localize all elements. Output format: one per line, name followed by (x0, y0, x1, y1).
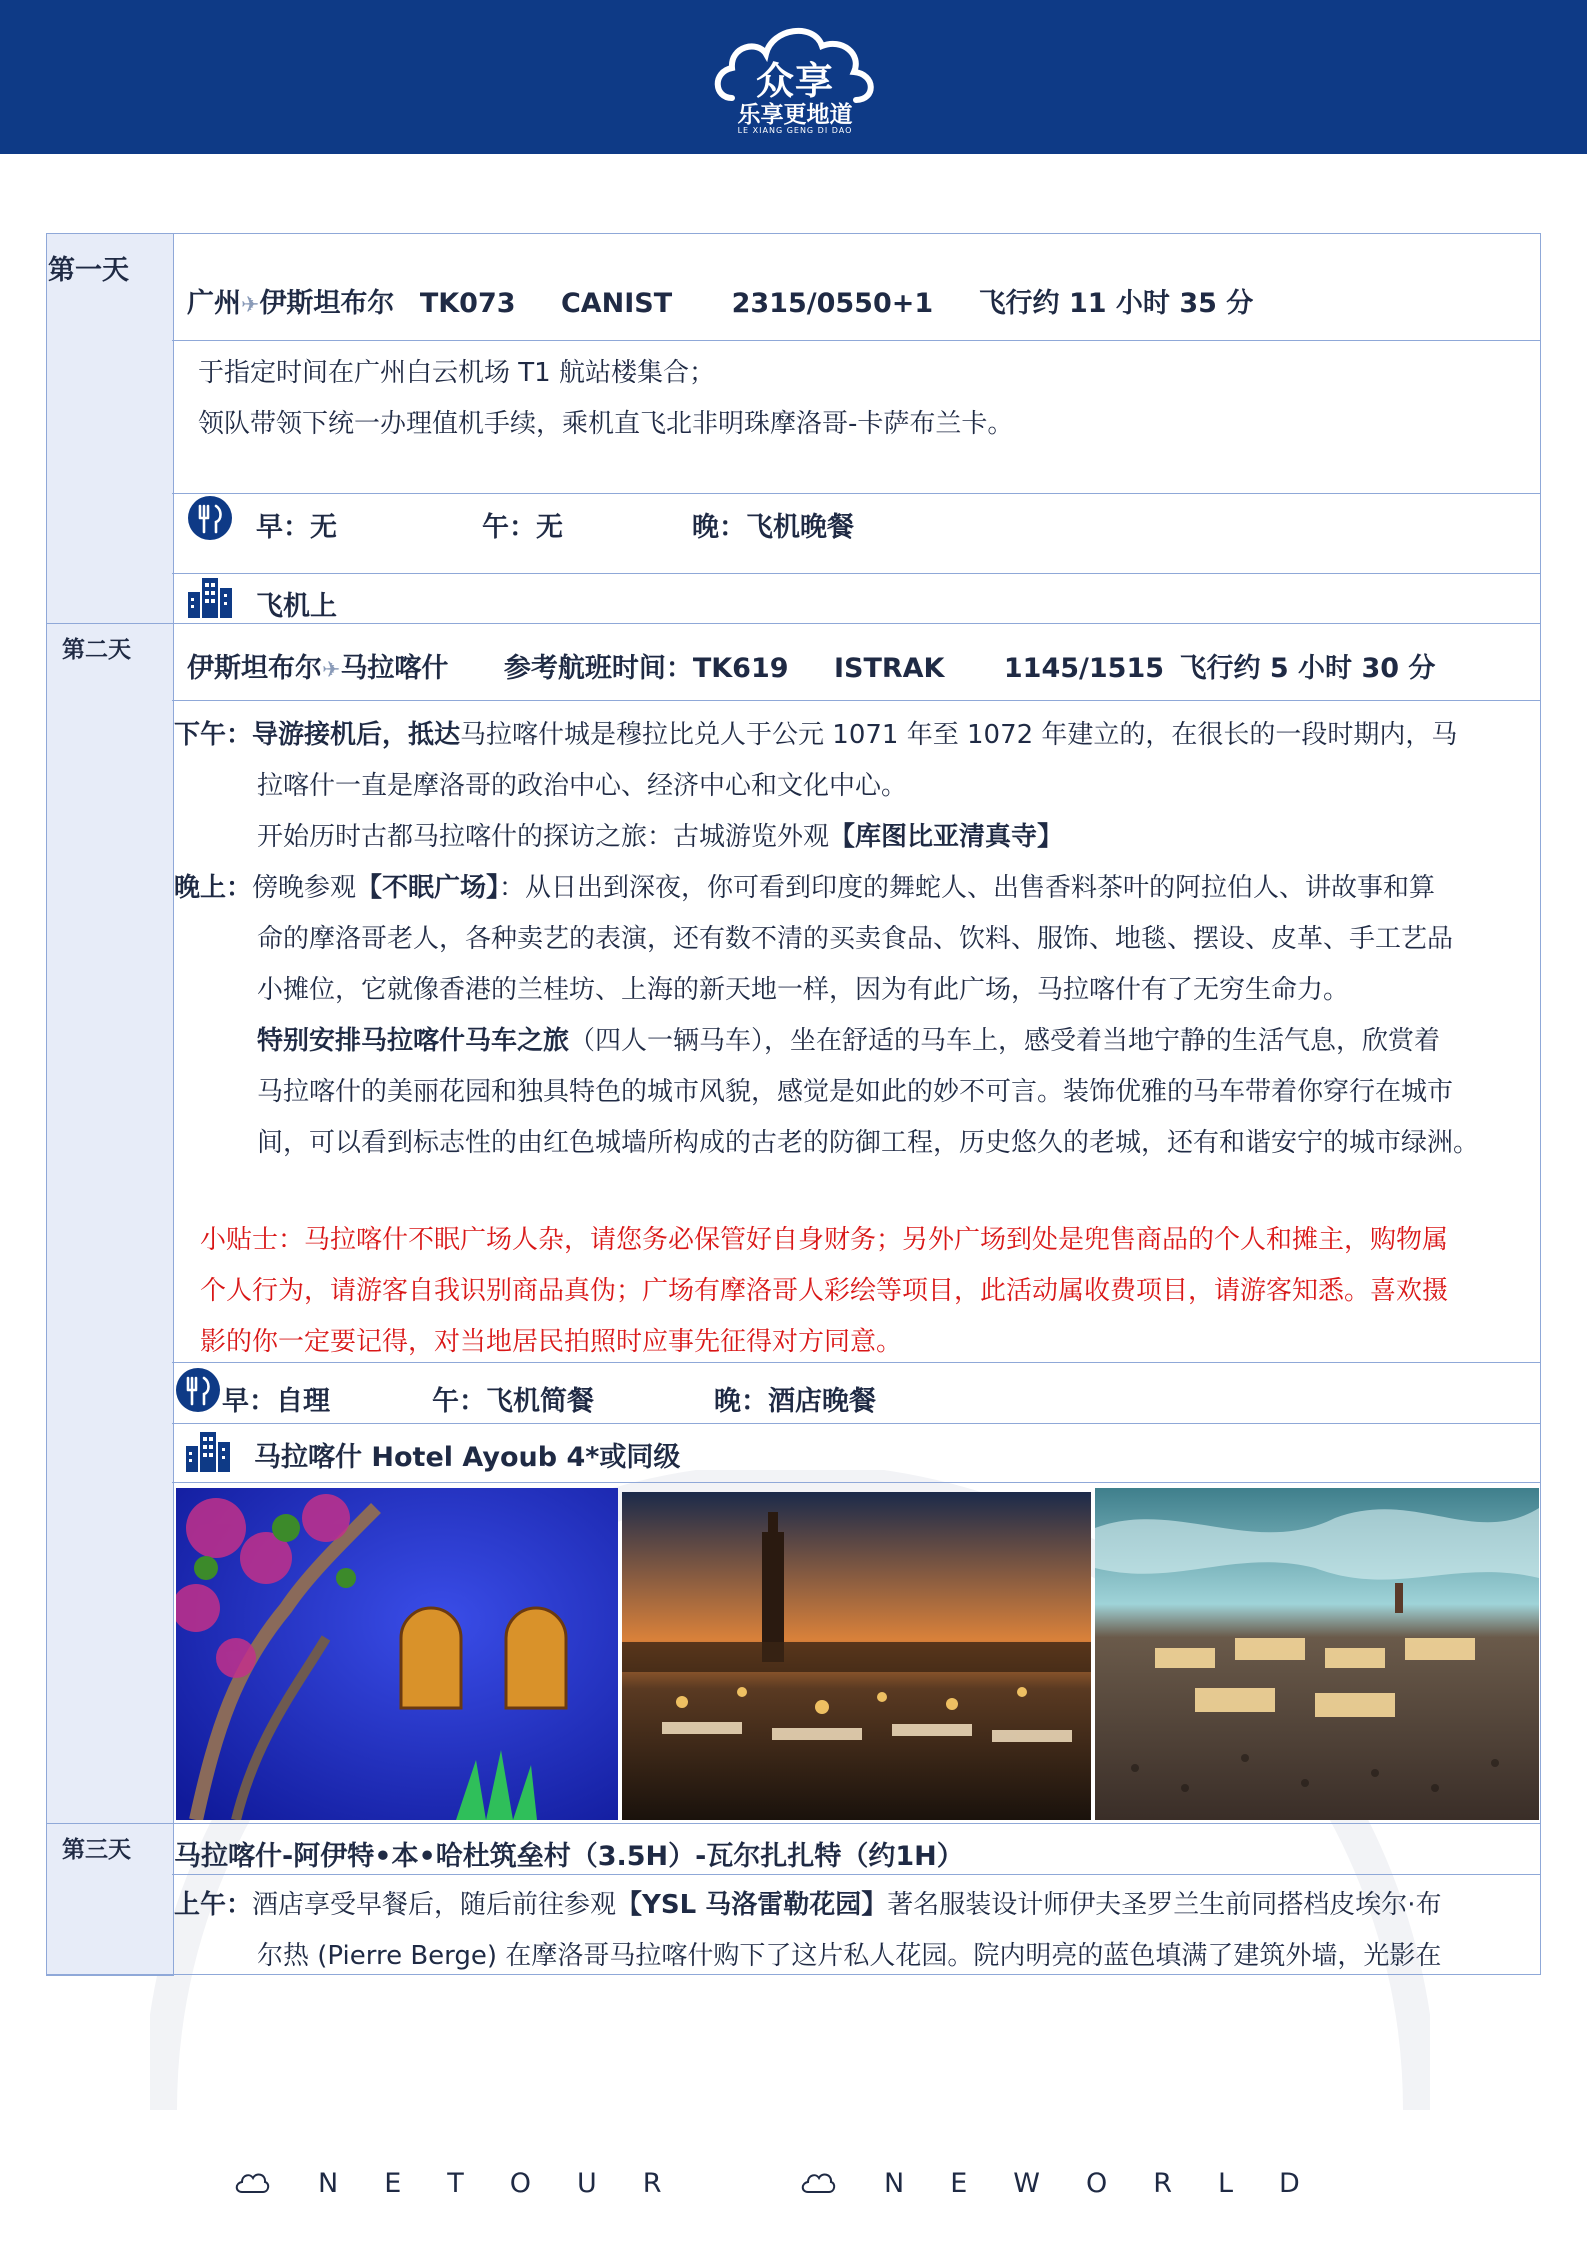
day-2-cell (46, 623, 174, 1825)
evening-line-1: 晚上：傍晚参观【不眠广场】：从日出到深夜，你可看到印度的舞蛇人、出售香料茶叶的阿拉伯人、讲故事和算 (174, 873, 1436, 903)
evening-line-4: 特别安排马拉喀什马车之旅（四人一辆马车），坐在舒适的马车上，感受着当地宁静的生活气息，欣赏着 (257, 1026, 1441, 1056)
day-2-lunch: 午：飞机简餐 (432, 1386, 594, 1417)
day-3-label: 第三天 (62, 1837, 131, 1863)
kutubiyya-mosque: 【库图比亚清真寺】 (829, 822, 1064, 852)
route-to: 马拉喀什 (340, 653, 449, 684)
route-from: 广州 (187, 288, 241, 319)
day-1-breakfast: 早：无 (256, 512, 337, 543)
row-divider (172, 1874, 1541, 1875)
flight-code: CANIST (560, 288, 673, 319)
row-divider (172, 623, 1541, 624)
table-right-border (1540, 233, 1541, 1974)
evening-line-6: 间，可以看到标志性的由红色城墙所构成的古老的防御工程，历史悠久的老城，还有和谐安宁的城市绿洲。 (257, 1128, 1480, 1158)
afternoon-line-1: 下午：导游接机后，抵达马拉喀什城是穆拉比兑人于公元 1071 年至 1072 年建立的，在很长的一段时期内，马 (174, 720, 1458, 750)
day-1-hotel: 飞机上 (256, 591, 337, 622)
day-1-cell (46, 233, 174, 625)
row-divider (172, 1482, 1541, 1483)
morning-tag: 上午： (174, 1890, 253, 1920)
page-header (0, 0, 1587, 154)
tip-line-1: 小贴士：马拉喀什不眠广场人杂，请您务必保管好自身财务；另外广场到处是兜售商品的个人和摊主，购物属 (200, 1225, 1449, 1255)
flight-ref-label: 参考航班时间： (503, 653, 693, 684)
hotel-icon (184, 1428, 232, 1474)
carriage-tour: 特别安排马拉喀什马车之旅 (257, 1026, 570, 1056)
morning-line-1: 上午：酒店享受早餐后，随后前往参观【YSL 马洛雷勒花园】著名服装设计师伊夫圣罗兰生前同搭档皮埃尔·布 (174, 1890, 1442, 1920)
tip-line-3: 影的你一定要记得，对当地居民拍照时应事先征得对方同意。 (200, 1327, 903, 1357)
day-2-flight (187, 646, 1435, 685)
koutoubia-night-photo (622, 1492, 1091, 1820)
afternoon-tag: 下午： (174, 720, 253, 750)
footer-left-text: NETOUR (318, 2168, 708, 2199)
row-divider (172, 1423, 1541, 1424)
flight-code: ISTRAK (833, 653, 945, 684)
day-1-flight (187, 281, 1253, 320)
hotel-icon (186, 574, 234, 620)
day-1-label: 第一天 (48, 255, 129, 286)
evening-line-3: 小摊位，它就像香港的兰桂坊、上海的新天地一样，因为有此广场，马拉喀什有了无穷生命力。 (257, 975, 1350, 1005)
flight-duration: 飞行约 5 小时 30 分 (1179, 653, 1436, 684)
morning-line-2: 尔热 (Pierre Berge) 在摩洛哥马拉喀什购下了这片私人花园。院内明亮的蓝色填满了建筑外墙，光影在 (257, 1941, 1442, 1971)
flight-time: 1145/1515 (1003, 653, 1165, 684)
plane-icon: ✈ (241, 293, 260, 318)
flight-number: TK619 (692, 653, 789, 684)
route-to: 伊斯坦布尔 (259, 288, 395, 319)
meal-icon (174, 1366, 222, 1414)
brand-slogan-pinyin: LE XIANG GENG DI DAO (737, 126, 853, 135)
cloud-icon (234, 2170, 270, 2196)
row-divider (172, 1823, 1541, 1824)
plane-icon: ✈ (322, 658, 341, 683)
jemaa-el-fna-square-photo (1095, 1488, 1539, 1820)
meal-icon (186, 494, 234, 542)
day-2-dinner: 晚：酒店晚餐 (714, 1386, 876, 1417)
ysl-garden: 【YSL 马洛雷勒花园】 (616, 1890, 888, 1920)
flight-time: 2315/0550+1 (731, 288, 934, 319)
evening-line-5: 马拉喀什的美丽花园和独具特色的城市风貌，感觉是如此的妙不可言。装饰优雅的马车带着你穿行在城市 (257, 1077, 1454, 1107)
row-divider (172, 340, 1541, 341)
day-2-breakfast: 早：自理 (222, 1386, 330, 1417)
brand-slogan: 乐享更地道 (737, 102, 853, 128)
cloud-icon (800, 2170, 836, 2196)
afternoon-highlight: 导游接机后，抵达 (252, 720, 461, 750)
brand-name: 众享 (755, 59, 834, 103)
footer-right-text: NEWORLD (884, 2168, 1346, 2199)
flight-number: TK073 (419, 288, 516, 319)
day-1-line-2: 领队带领下统一办理值机手续，乘机直飞北非明珠摩洛哥-卡萨布兰卡。 (198, 409, 1014, 439)
row-divider (172, 573, 1541, 574)
row-divider (172, 233, 1541, 234)
tip-line-2: 个人行为，请游客自我识别商品真伪；广场有摩洛哥人彩绘等项目，此活动属收费项目，请游客知悉。喜欢摄 (200, 1276, 1449, 1306)
row-divider (172, 700, 1541, 701)
flight-duration: 飞行约 11 小时 35 分 (978, 288, 1254, 319)
route-from: 伊斯坦布尔 (187, 653, 322, 684)
day-1-line-1: 于指定时间在广州白云机场 T1 航站楼集合； (198, 358, 715, 388)
jemaa-square: 【不眠广场】 (356, 873, 500, 903)
brand-logo (710, 10, 880, 140)
day-3-route: 马拉喀什-阿伊特•本•哈杜筑垒村（3.5H）-瓦尔扎扎特（约1H） (174, 1841, 964, 1872)
evening-line-2: 命的摩洛哥老人，各种卖艺的表演，还有数不清的买卖食品、饮料、服饰、地毯、摆设、皮革、手工艺品 (257, 924, 1454, 954)
evening-tag: 晚上： (174, 873, 253, 903)
day-1-dinner: 晚：飞机晚餐 (692, 512, 854, 543)
afternoon-line-2: 拉喀什一直是摩洛哥的政治中心、经济中心和文化中心。 (257, 771, 908, 801)
day-2-hotel: 马拉喀什 Hotel Ayoub 4*或同级 (254, 1442, 681, 1473)
majorelle-garden-photo (176, 1488, 618, 1820)
row-divider (172, 493, 1541, 494)
afternoon-line-3: 开始历时古都马拉喀什的探访之旅：古城游览外观【库图比亚清真寺】 (257, 822, 1064, 852)
day-2-label: 第二天 (62, 637, 131, 663)
day-1-lunch: 午：无 (482, 512, 563, 543)
